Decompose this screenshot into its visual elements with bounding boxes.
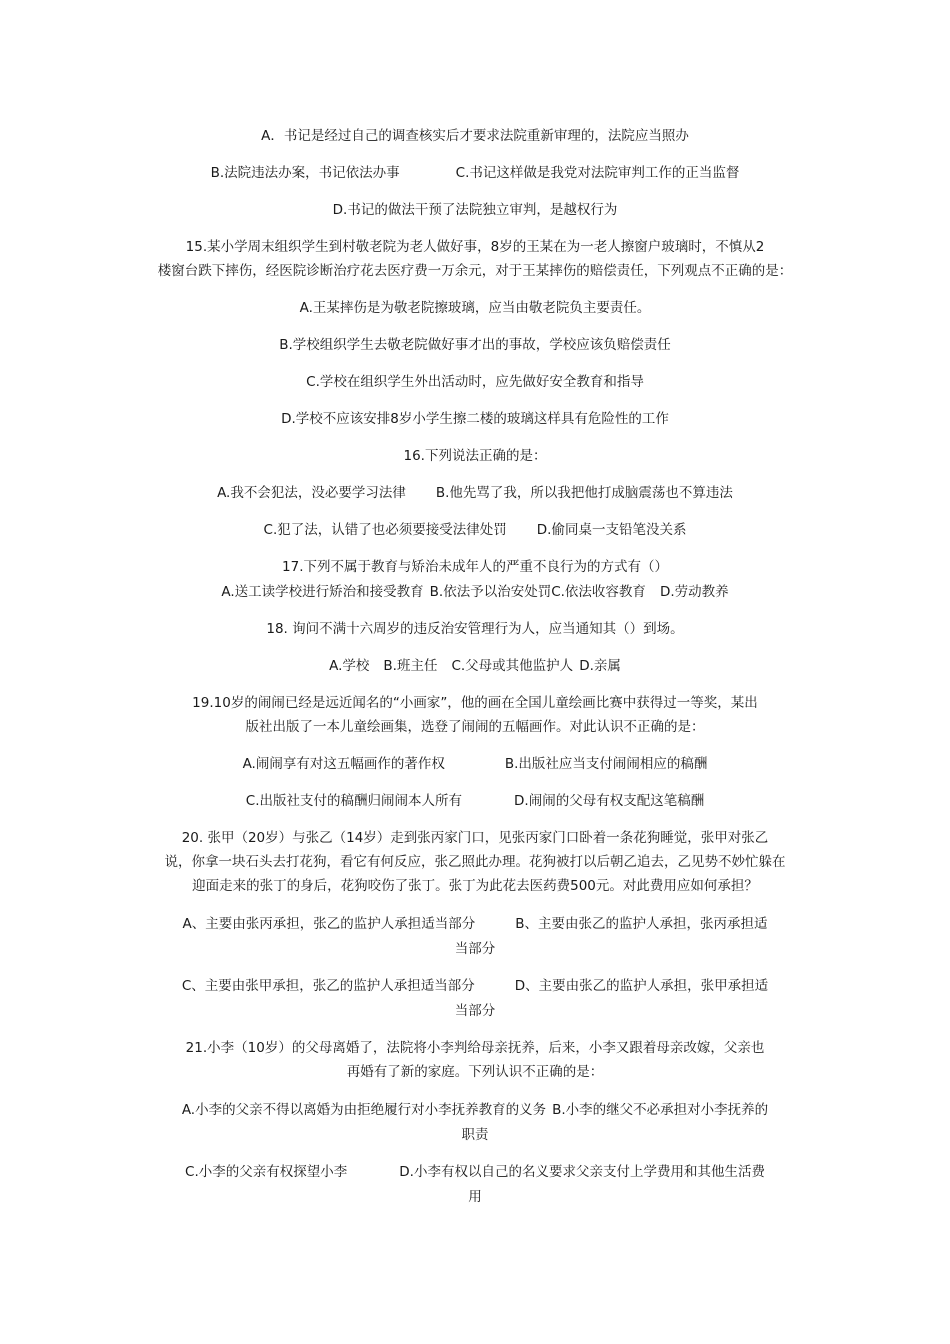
q17-options xyxy=(0,582,950,602)
q20-options-cd xyxy=(0,976,950,996)
q20-options-ab xyxy=(0,914,950,934)
q19-option-a: A.闹闹享有对这五幅画作的著作权 xyxy=(242,756,445,772)
q16-option-a: A.我不会犯法，没必要学习法律 xyxy=(217,485,406,501)
q14-option-c: C.书记这样做是我党对法院审判工作的正当监督 xyxy=(455,165,740,181)
q21-stem-line1: 21.小李（10岁）的父母离婚了，法院将小李判给母亲抚养，后来，小李又跟着母亲改嫁，父亲也 xyxy=(185,1040,765,1056)
q20-option-c: C、主要由张甲承担，张乙的监护人承担适当部分 xyxy=(181,978,475,994)
q21-option-d-line2: 用 xyxy=(468,1189,482,1205)
q20-option-a: A、主要由张丙承担，张乙的监护人承担适当部分 xyxy=(182,916,476,932)
q20-option-b-line1: B、主要由张乙的监护人承担，张丙承担适 xyxy=(515,916,768,932)
q16-stem: 16.下列说法正确的是： xyxy=(403,448,547,464)
q21-option-a: A.小李的父亲不得以离婚为由拒绝履行对小李抚养教育的义务 xyxy=(181,1102,547,1118)
q20-option-d-line2: 当部分 xyxy=(454,1003,496,1019)
q21-option-b-line1: B.小李的继父不必承担对小李抚养的 xyxy=(552,1102,769,1118)
q18-option-d: D.亲属 xyxy=(579,658,621,674)
q19-option-c: C.出版社支付的稿酬归闹闹本人所有 xyxy=(245,793,463,809)
q21-stem-line2: 再婚有了新的家庭。下列认识不正确的是： xyxy=(346,1064,604,1080)
q15-stem-line2: 楼窗台跌下摔伤，经医院诊断治疗花去医疗费一万余元，对于王某摔伤的赔偿责任，下列观点不正确的是： xyxy=(157,263,793,279)
q20-option-b-line2: 当部分 xyxy=(454,941,496,957)
q16-option-c: C.犯了法，认错了也必须要接受法律处罚 xyxy=(263,522,507,538)
q17-option-a: A.送工读学校进行矫治和接受教育 xyxy=(221,584,424,600)
q17-option-b: B.依法予以治安处罚 xyxy=(429,584,552,600)
q19-stem-line2: 版社出版了一本儿童绘画集，选登了闹闹的五幅画作。对此认识不正确的是： xyxy=(245,719,705,735)
q17-option-d: D.劳动教养 xyxy=(659,584,729,600)
q16-option-d: D.偷同桌一支铅笔没关系 xyxy=(536,522,687,538)
q19-options-cd xyxy=(0,791,950,811)
q14-options-bc xyxy=(0,163,950,183)
q14-option-d: D.书记的做法干预了法院独立审判，是越权行为 xyxy=(332,202,618,218)
q19-stem-line1: 19.10岁的闹闹已经是远近闻名的“小画家”，他的画在全国儿童绘画比赛中获得过一等奖，某出 xyxy=(192,695,758,711)
q19-option-d: D.闹闹的父母有权支配这笔稿酬 xyxy=(514,793,705,809)
q20-stem-line2: 说，你拿一块石头去打花狗，看它有何反应，张乙照此办理。花狗被打以后朝乙追去，乙见势不妙忙躲在 xyxy=(164,854,786,870)
q15-option-d: D.学校不应该安排8岁小学生擦二楼的玻璃这样具有危险性的工作 xyxy=(281,411,669,427)
q21-options-cd xyxy=(0,1162,950,1182)
q21-option-b-line2: 职责 xyxy=(461,1127,489,1143)
q14-option-a: A．书记是经过自己的调查核实后才要求法院重新审理的，法院应当照办 xyxy=(261,128,689,144)
q19-options-ab xyxy=(0,754,950,774)
q15-stem-line1: 15.某小学周末组织学生到村敬老院为老人做好事，8岁的王某在为一老人擦窗户玻璃时，不慎从2 xyxy=(185,239,765,255)
q18-option-b: B.班主任 xyxy=(383,658,438,674)
q14-option-b: B.法院违法办案，书记依法办事 xyxy=(210,165,400,181)
q15-option-c: C.学校在组织学生外出活动时，应先做好安全教育和指导 xyxy=(306,374,644,390)
q17-stem: 17.下列不属于教育与矫治未成年人的严重不良行为的方式有（） xyxy=(282,559,668,575)
q18-options xyxy=(0,656,950,676)
q18-option-c: C.父母或其他监护人 xyxy=(451,658,574,674)
q19-option-b: B.出版社应当支付闹闹相应的稿酬 xyxy=(504,756,708,772)
q18-stem: 18. 询问不满十六周岁的违反治安管理行为人，应当通知其（）到场。 xyxy=(266,621,684,637)
q16-options-cd xyxy=(0,520,950,540)
q18-option-a: A.学校 xyxy=(329,658,370,674)
q15-option-b: B.学校组织学生去敬老院做好事才出的事故，学校应该负赔偿责任 xyxy=(279,337,671,353)
q15-option-a: A.王某摔伤是为敬老院擦玻璃，应当由敬老院负主要责任。 xyxy=(299,300,651,316)
q20-stem-line1: 20. 张甲（20岁）与张乙（14岁）走到张丙家门口，见张丙家门口卧着一条花狗睡觉，张甲对张乙 xyxy=(181,830,769,846)
q20-stem-line3: 迎面走来的张丁的身后，花狗咬伤了张丁。张丁为此花去医药费500元。对此费用应如何承担？ xyxy=(192,878,758,894)
q21-option-c: C.小李的父亲有权探望小李 xyxy=(185,1164,348,1180)
q21-option-d-line1: D.小李有权以自己的名义要求父亲支付上学费用和其他生活费 xyxy=(399,1164,765,1180)
q17-option-c: C.依法收容教育 xyxy=(551,584,646,600)
q16-option-b: B.他先骂了我，所以我把他打成脑震荡也不算违法 xyxy=(435,485,733,501)
q20-option-d-line1: D、主要由张乙的监护人承担，张甲承担适 xyxy=(514,978,769,994)
q21-options-ab xyxy=(0,1100,950,1120)
q16-options-ab xyxy=(0,483,950,503)
